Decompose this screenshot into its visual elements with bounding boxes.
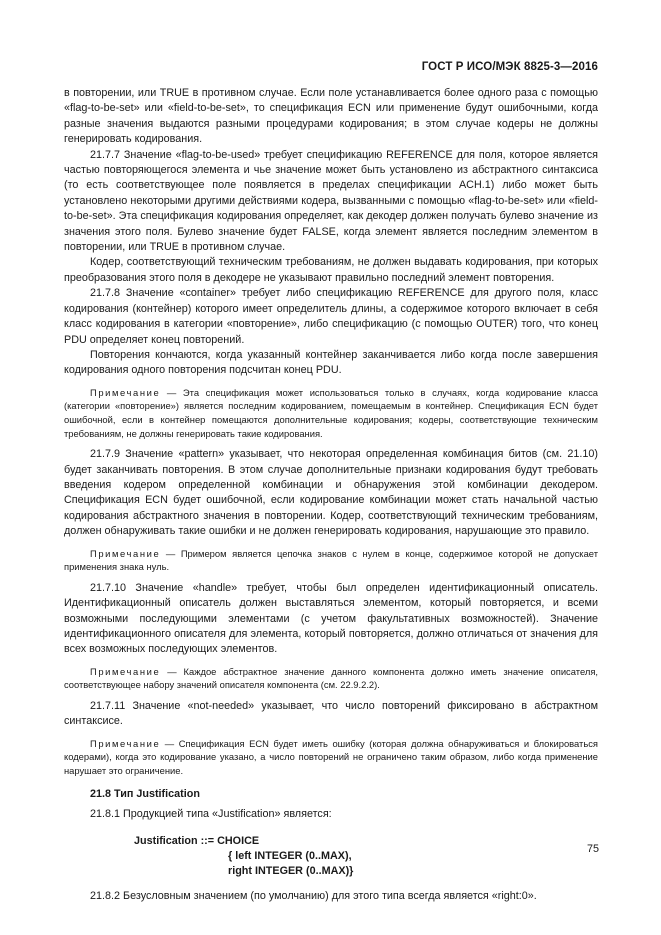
paragraph: Кодер, соответствующий техническим требованиям, не должен выдавать кодирования, при которых преобразования этого поля в декодере не указывают правильно последний элемент повторения. [64,256,598,284]
clause-21-7-11: 21.7.11 Значение «not-needed» указывает, что число повторений фиксировано в абстрактном синтаксисе. [64,699,598,728]
note-label: Примечание [90,665,161,677]
clause-21-8-2: 21.8.2 Безусловным значением (по умолчанию) для этого типа всегда является «right:0». [90,890,537,903]
note [64,547,598,574]
clause-21-7-8: 21.7.8 Значение «container» требует либо спецификацию REFERENCE для другого поля, класс кодирования (контейнер) которого имеет определитель длины, а содержимое которого включает в себя класс кодирования в категории «повторение», либо спецификацию (с помощью OUTER) того, что конец PDU определяет конец повторений. [64,287,598,346]
note-label: Примечание [90,737,161,749]
document-header: ГОСТ Р ИСО/МЭК 8825-3—2016 [421,61,598,73]
note [64,665,598,692]
paragraph: в повторении, или TRUE в противном случае. Если поле устанавливается более одного раза с помощью «flag-to-be-set» или «field-to-be-set», то спецификация ECN или применение будут ошибочными, когда разные значения выдаются разными процедурами кодирования; в этом случае кодеры не должны генерировать кодирования. [64,87,598,146]
note-label: Примечание [90,386,161,398]
code-line: right INTEGER (0..MAX)} [228,865,354,878]
note-text: — Примером является цепочка знаков с нулем в конце, содержимое которой не допускает применения знака нуль. [64,547,598,573]
paragraph: Повторения кончаются, когда указанный контейнер заканчивается либо когда после завершения кодирования одного повторения подсчитан конец PDU. [64,348,598,377]
page-number: 75 [586,843,599,855]
code-block [134,834,598,879]
note-text: — Эта спецификация может использоваться только в случаях, когда кодирование класса (категории «повторение») является последним кодированием, помещаемым в контейнер. Спецификация ECN будет ошибочной, если в контейнер помещаются дополнительные кодирования; кодеры, соответствующие техническим требованиям, не должны генерировать такие кодирования. [64,386,598,439]
section-heading: 21.8 Тип Justification [90,787,200,800]
note [64,737,598,778]
note-text: — Каждое абстрактное значение данного компонента должно иметь значение описателя, соответствующее набору значений описателя компонента (см. 22.9.2.2). [64,665,598,691]
code-line: Justification ::= CHOICE [134,835,260,848]
code-line: { left INTEGER (0..MAX), [228,850,352,863]
note [64,386,598,440]
note-text: — Спецификация ECN будет иметь ошибку (которая должна обнаруживаться и блокироваться кодерами), когда это кодирование указано, а число повторений не ограничено таким образом, либо когда применение нарушает это ограничение. [64,737,598,776]
page-body [64,86,598,905]
clause-21-7-7: 21.7.7 Значение «flag-to-be-used» требует спецификацию REFERENCE для поля, которое является частью повторяющегося элемента и чье значение может быть установлено из абстрактного синтаксиса (то есть соответствующее поле появляется в пределах спецификации ACH.1) либо может быть установлено некоторыми другими действиями кодера, вызванными с помощью «flag-to-be-set» или «field-to-be-set». Эта спецификация кодирования определяет, как декодер должен получать булево значение из значения этого поля. Булево значение будет FALSE, когда элемент является последним элементом в повторении, или TRUE в противном случае. [64,148,598,254]
clause-21-8-1: 21.8.1 Продукцией типа «Justification» является: [90,807,332,820]
note-label: Примечание [90,547,161,559]
clause-21-7-10: 21.7.10 Значение «handle» требует, чтобы был определен идентификационный описатель. Идентификационный описатель должен выставляться элементом, который повторяется, и всеми возможными последующими элементами (с учетом факультативных возможностей). Значение идентификационного описателя для элемента, который повторяется, должно отличаться от значения для всех возможных последующих элементов. [64,581,598,656]
clause-21-7-9: 21.7.9 Значение «pattern» указывает, что некоторая определенная комбинация битов (см. 21.10) будет заканчивать повторения. В этом случае дополнительные признаки кодирования будут требовать введения кодером определенной комбинации и обнаружения этой комбинации декодером. Спецификация ECN будет ошибочной, если кодирование комбинации может стать начальной частью кодирования абстрактного значения в повторении. Кодер, соответствующий техническим требованиям, должен обнаруживать такие ошибки и не должен генерировать кодирования, нарушающие это правило. [64,448,598,538]
